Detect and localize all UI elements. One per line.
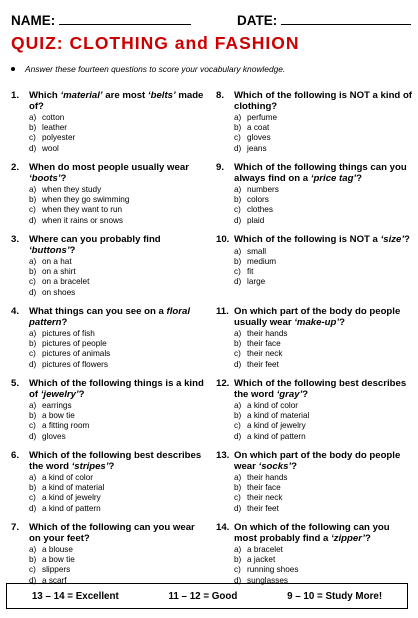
question-number: 7. [11,522,20,533]
option-letter: d) [234,143,242,153]
option-letter: a) [29,257,37,266]
answer-option[interactable] [29,123,207,133]
question-header [216,235,412,246]
question-text [29,163,207,184]
question-text [234,451,412,472]
question-header [11,91,207,112]
question-keyword: ‘make-up’ [294,316,340,328]
question-header [216,91,412,112]
answer-option[interactable] [29,504,207,514]
option-text: small [247,246,267,256]
answer-options [29,113,207,154]
option-text: plaid [247,215,265,225]
option-text: pictures of animals [42,349,111,359]
option-text: gloves [42,431,66,441]
question-text-part: Which of the following things is a kind of [29,378,204,400]
option-text: their hands [247,329,288,338]
question-12 [216,379,412,451]
answer-option[interactable] [29,205,207,215]
answer-option[interactable] [234,339,412,349]
answer-option[interactable] [234,360,412,370]
answer-option[interactable] [234,185,412,195]
answer-option[interactable] [29,360,207,370]
answer-option[interactable] [234,205,412,215]
answer-option[interactable] [29,216,207,226]
answer-option[interactable] [234,401,412,411]
answer-option[interactable] [29,545,207,555]
option-letter: d) [29,431,37,441]
answer-option[interactable] [29,257,207,267]
option-letter: b) [234,339,242,349]
question-number: 3. [11,234,20,245]
option-text: medium [247,256,277,266]
answer-options [234,247,412,288]
option-letter: c) [234,493,241,503]
question-keyword: floral pattern [29,306,190,328]
answer-options [29,329,207,370]
option-letter: c) [29,565,36,575]
question-header [11,523,207,544]
questions-right-column [216,91,412,595]
question-text [234,91,412,112]
question-1 [11,91,207,163]
question-text-part: ? [60,172,67,184]
option-letter: b) [29,339,37,349]
option-letter: b) [234,195,242,205]
question-text-part: Which of the following is NOT a kind of clothing? [234,90,413,112]
answer-option[interactable] [29,421,207,431]
option-letter: c) [234,133,241,143]
answer-option[interactable] [234,421,412,431]
option-letter: c) [234,349,241,359]
answer-options [29,473,207,514]
answer-option[interactable] [29,473,207,483]
question-keyword: ‘zipper’ [331,532,365,544]
question-text-part: are most [102,90,148,101]
question-header [11,379,207,400]
question-text-part: made of? [29,90,204,112]
question-text-part: ? [69,244,76,256]
option-letter: b) [234,123,242,133]
option-text: clothes [247,205,273,215]
answer-options [29,545,207,586]
option-letter: c) [29,205,36,215]
question-number: 8. [216,90,225,101]
answer-option[interactable] [234,349,412,359]
question-keyword: ‘jewelry’ [40,388,79,400]
option-text: gloves [247,133,271,143]
option-letter: c) [29,277,36,287]
option-letter: b) [234,555,242,565]
option-text: a kind of pattern [42,503,101,513]
question-text [29,91,207,112]
option-letter: a) [234,545,242,554]
question-11 [216,307,412,379]
name-blank-line[interactable] [59,12,191,25]
answer-option[interactable] [29,195,207,205]
option-text: earrings [42,401,72,410]
question-text-part: ? [61,316,68,328]
option-text: a kind of color [42,473,93,482]
answer-options [29,185,207,226]
answer-option[interactable] [29,565,207,575]
question-6 [11,451,207,523]
option-letter: c) [234,266,241,276]
option-text: pictures of flowers [42,359,108,369]
option-text: a jacket [247,555,276,565]
question-text-part: ? [356,172,362,184]
question-header [11,307,207,328]
question-keyword: ‘boots’ [29,172,61,184]
option-letter: c) [234,565,241,575]
option-letter: b) [234,411,242,421]
date-blank-line[interactable] [281,12,411,25]
answer-option[interactable] [234,432,412,442]
option-text: when they go swimming [42,195,130,205]
answer-option[interactable] [234,195,412,205]
question-text-part: Which of the following can you wear on your feet? [29,522,195,544]
option-text: their feet [247,503,279,513]
question-text-part: When do most people usually wear [29,162,189,173]
question-4 [11,307,207,379]
date-label: DATE: [237,13,278,28]
option-text: their feet [247,359,279,369]
option-letter: d) [234,215,242,225]
answer-option[interactable] [29,339,207,349]
question-text [29,307,207,328]
option-text: their neck [247,349,283,359]
answer-option[interactable] [29,555,207,565]
question-text-part: Where can you probably find [29,234,161,245]
question-keyword: ‘stripes’ [71,460,109,472]
option-letter: a) [234,185,242,194]
option-text: a blouse [42,545,73,554]
question-text [29,523,207,544]
answer-option[interactable] [234,504,412,514]
question-number: 11. [216,306,229,317]
answer-option[interactable] [234,144,412,154]
answer-options [234,113,412,154]
question-number: 9. [216,162,225,173]
answer-option[interactable] [29,493,207,503]
option-letter: d) [29,287,37,297]
question-text-part: On which part of the body do people wear [234,450,401,472]
option-letter: d) [234,575,242,585]
question-text-part: On which part of the body do people usually wear [234,306,401,328]
question-text-part: ? [302,388,309,400]
question-text-part: ? [404,234,410,245]
question-text [234,307,412,328]
answer-option[interactable] [234,216,412,226]
option-letter: a) [29,329,37,338]
question-text [234,523,412,544]
answer-options [234,401,412,442]
option-text: a kind of jewelry [247,421,306,431]
question-header [216,379,412,400]
answer-option[interactable] [29,483,207,493]
question-header [216,451,412,472]
quiz-title: QUIZ: CLOTHING and FASHION [11,33,300,53]
option-text: a scarf [42,575,67,585]
answer-option[interactable] [29,288,207,298]
option-letter: a) [234,113,242,122]
answer-option[interactable] [234,555,412,565]
option-letter: b) [29,555,37,565]
question-keyword: ‘socks’ [258,460,292,472]
option-text: pictures of fish [42,329,95,338]
option-letter: a) [234,473,242,482]
question-number: 10. [216,234,230,245]
option-text: leather [42,123,68,133]
question-text [234,235,412,246]
question-keyword: ‘material’ [60,90,103,101]
option-letter: a) [29,185,37,194]
question-text [234,379,412,400]
answer-option[interactable] [234,483,412,493]
answer-option[interactable] [234,257,412,267]
answer-option[interactable] [29,133,207,143]
answer-option[interactable] [234,545,412,555]
option-letter: d) [234,359,242,369]
answer-option[interactable] [234,113,412,123]
option-text: a kind of material [42,483,105,493]
option-letter: b) [29,195,37,205]
option-text: a kind of pattern [247,431,306,441]
option-letter: c) [29,421,36,431]
question-header [216,523,412,544]
option-letter: d) [234,277,242,287]
option-letter: a) [29,545,37,554]
instruction-text: Answer these fourteen questions to score your vocabulary knowledge. [25,64,286,74]
question-keyword: ‘gray’ [276,388,303,400]
question-text-part: Which of the following is NOT a [234,234,381,245]
question-8 [216,91,412,163]
question-number: 6. [11,450,20,461]
option-text: on a shirt [42,267,76,277]
question-header [11,163,207,184]
question-number: 4. [11,306,20,317]
question-10 [216,235,412,307]
date-field[interactable] [237,12,411,28]
question-header [216,307,412,328]
option-letter: a) [234,401,242,410]
question-text [29,379,207,400]
option-text: their face [247,483,281,493]
score-excellent: 13 – 14 = Excellent [31,590,119,602]
question-text-part: Which of the following best describes the word [234,378,407,400]
option-letter: c) [29,493,36,503]
answer-option[interactable] [234,133,412,143]
answer-option[interactable] [234,277,412,287]
question-text-part: Which [29,90,61,101]
option-text: a kind of color [247,401,298,410]
question-text-part: Which of the following things can you always find on a [234,162,407,184]
question-keyword: ‘buttons’ [29,244,70,256]
answer-option[interactable] [29,185,207,195]
answer-option[interactable] [29,267,207,277]
option-letter: a) [234,329,242,338]
option-text: a bow tie [42,555,75,565]
question-5 [11,379,207,451]
answer-options [234,545,412,586]
question-9 [216,163,412,235]
question-text [29,235,207,256]
question-text [29,451,207,472]
answer-option[interactable] [234,329,412,339]
option-text: a coat [247,123,270,133]
question-number: 12. [216,378,230,389]
option-text: jeans [247,143,267,153]
option-text: a kind of jewelry [42,493,101,503]
option-text: a bow tie [42,411,75,421]
question-13 [216,451,412,523]
option-letter: c) [234,421,241,431]
answer-options [234,473,412,514]
option-text: their face [247,339,281,349]
answer-option[interactable] [234,473,412,483]
question-text-part: ? [291,460,297,472]
question-number: 13. [216,450,230,461]
option-letter: d) [29,503,37,513]
option-text: slippers [42,565,71,575]
name-label: NAME: [11,13,56,28]
question-2 [11,163,207,235]
question-header [216,163,412,184]
option-text: sunglasses [247,575,288,585]
question-keyword: ‘belts’ [147,90,176,101]
answer-options [234,329,412,370]
answer-option[interactable] [234,267,412,277]
option-letter: c) [234,205,241,215]
score-study-more: 9 – 10 = Study More! [287,590,383,602]
option-text: wool [42,143,59,153]
option-letter: b) [234,483,242,493]
option-text: pictures of people [42,339,107,349]
option-letter: b) [234,256,242,266]
option-text: on a hat [42,257,72,266]
question-text-part: Which of the following best describes the word [29,450,202,472]
score-good: 11 – 12 = Good [168,590,238,602]
question-text [234,163,412,184]
option-text: on shoes [42,287,76,297]
instruction [11,64,285,74]
option-letter: a) [234,246,242,256]
option-letter: b) [29,411,37,421]
answer-options [29,401,207,442]
option-text: a bracelet [247,545,283,554]
question-number: 1. [11,90,20,101]
question-keyword: ‘price tag’ [310,172,357,184]
option-letter: d) [29,143,37,153]
option-text: colors [247,195,269,205]
answer-option[interactable] [29,349,207,359]
option-letter: d) [29,359,37,369]
option-letter: d) [29,215,37,225]
answer-option[interactable] [234,565,412,575]
option-letter: c) [29,133,36,143]
option-letter: b) [29,123,37,133]
question-text-part: On which of the following can you most probably find a [234,522,390,544]
option-text: cotton [42,113,65,122]
answer-option[interactable] [29,401,207,411]
option-letter: b) [29,267,37,277]
option-text: fit [247,266,254,276]
question-text-part: ? [364,532,371,544]
question-text-part: ? [78,388,85,400]
answer-option[interactable] [29,432,207,442]
question-header [11,451,207,472]
question-number: 2. [11,162,20,173]
option-letter: d) [234,431,242,441]
question-text-part: ? [108,460,115,472]
score-key [6,583,408,609]
question-number: 14. [216,522,230,533]
question-number: 5. [11,378,20,389]
option-text: perfume [247,113,278,122]
question-header [11,235,207,256]
option-text: when they want to run [42,205,123,215]
question-text-part: What things can you see on a [29,306,167,317]
answer-option[interactable] [29,144,207,154]
answer-options [234,185,412,226]
answer-option[interactable] [234,123,412,133]
option-text: their hands [247,473,288,482]
answer-option[interactable] [29,329,207,339]
option-letter: a) [29,113,37,122]
answer-options [29,257,207,298]
option-letter: a) [29,401,37,410]
option-text: their neck [247,493,283,503]
option-text: on a bracelet [42,277,90,287]
option-text: when they study [42,185,102,194]
option-letter: d) [234,503,242,513]
option-text: large [247,277,266,287]
option-text: a fitting room [42,421,90,431]
option-letter: c) [29,349,36,359]
question-keyword: ‘size’ [380,234,405,245]
answer-option[interactable] [234,411,412,421]
option-letter: d) [29,575,37,585]
answer-option[interactable] [234,247,412,257]
option-text: numbers [247,185,279,194]
answer-option[interactable] [29,411,207,421]
option-letter: b) [29,483,37,493]
question-3 [11,235,207,307]
option-text: a kind of material [247,411,310,421]
answer-option[interactable] [29,277,207,287]
option-letter: a) [29,473,37,482]
answer-option[interactable] [29,113,207,123]
option-text: polyester [42,133,76,143]
name-field[interactable] [11,12,191,28]
option-text: when it rains or snows [42,215,123,225]
option-text: running shoes [247,565,299,575]
question-text-part: ? [339,316,345,328]
questions-left-column [11,91,207,595]
answer-option[interactable] [234,493,412,503]
bullet-icon [11,67,15,71]
